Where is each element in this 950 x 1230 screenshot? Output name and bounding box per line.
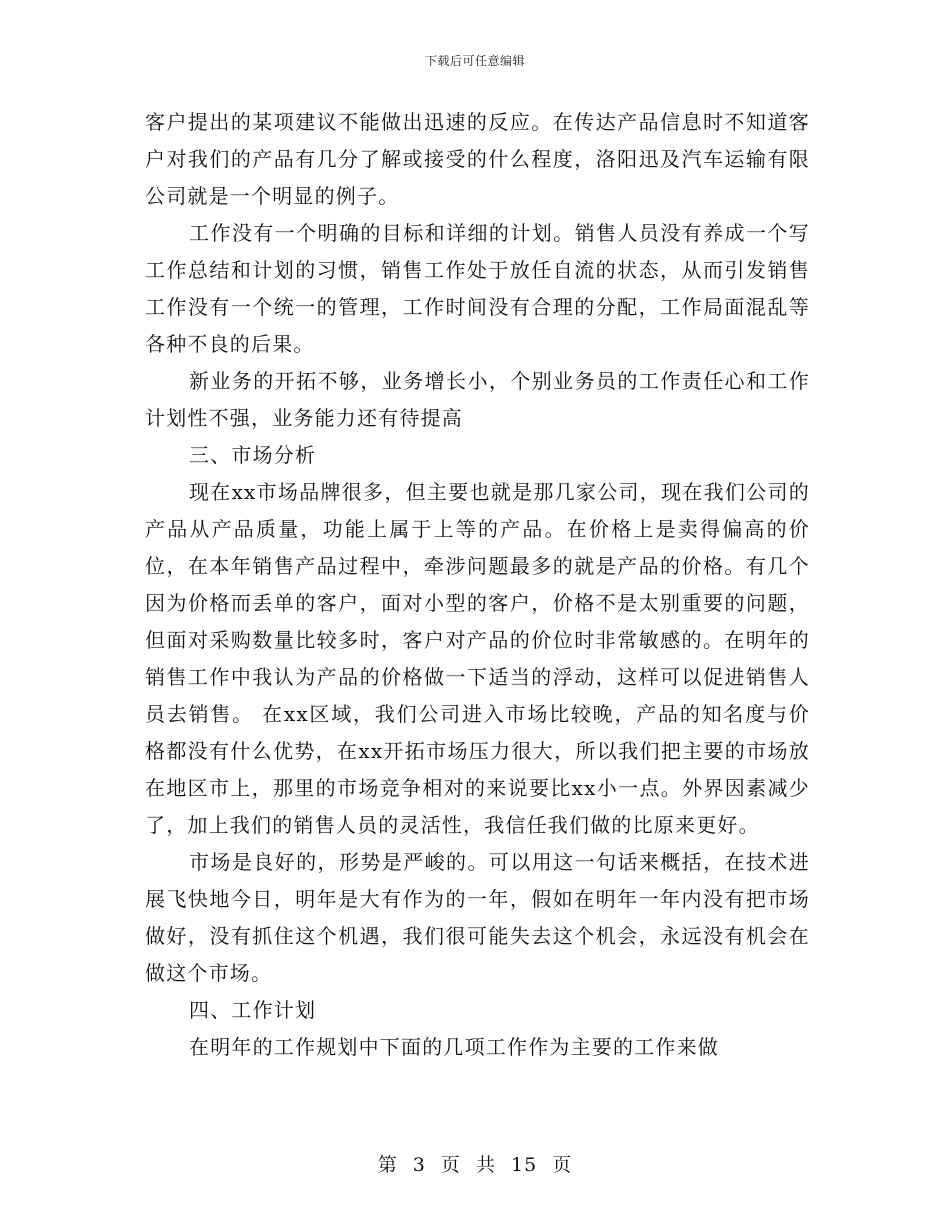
footer-current-page: 3	[412, 1154, 426, 1176]
page-footer	[0, 1150, 950, 1177]
paragraph-market-brands: 现在xx市场品牌很多，但主要也就是那几家公司，现在我们公司的产品从产品质量，功能上属于上等的产品。在价格上是卖得偏高的价位，在本年销售产品过程中，牵涉问题最多的就是产品的价格。有几个因为价格而丢单的客户，面对小型的客户，价格不是太别重要的问题，但面对采购数量比较多时，客户对产品的价位时非常敏感的。在明年的销售工作中我认为产品的价格做一下适当的浮动，这样可以促进销售人员去销售。 在xx区域，我们公司进入市场比较晚，产品的知名度与价格都没有什么优势，在xx开拓市场压力很大，所以我们把主要的市场放在地区市上，那里的市场竞争相对的来说要比xx小一点。外界因素减少了，加上我们的销售人员的灵活性，我信任我们做的比原来更好。	[145, 480, 810, 837]
paragraph-new-business: 新业务的开拓不够，业务增长小，个别业务员的工作责任心和工作计划性不强，业务能力还有待提高	[145, 369, 810, 430]
paragraph-customer-feedback: 客户提出的某项建议不能做出迅速的反应。在传达产品信息时不知道客户对我们的产品有几分了解或接受的什么程度，洛阳迅及汽车运输有限公司就是一个明显的例子。	[145, 110, 810, 208]
footer-total-pages: 15	[511, 1154, 538, 1176]
paragraph-market-outlook: 市场是良好的，形势是严峻的。可以用这一句话来概括，在技术进展飞快地今日，明年是大有作为的一年，假如在明年一年内没有把市场做好，没有抓住这个机遇，我们很可能失去这个机会，永远没有机会在做这个市场。	[145, 850, 810, 985]
section-heading-work-plan: 四、工作计划	[189, 998, 317, 1022]
footer-prefix: 第	[377, 1154, 398, 1176]
document-body	[145, 104, 810, 1066]
page-header: 下载后可任意编辑	[424, 54, 525, 68]
section-heading-market-analysis: 三、市场分析	[189, 443, 317, 467]
footer-suffix: 页	[552, 1154, 573, 1176]
footer-total-word: 共	[475, 1154, 496, 1176]
paragraph-work-plan-intro: 在明年的工作规划中下面的几项工作作为主要的工作来做	[189, 1035, 719, 1059]
paragraph-no-plan: 工作没有一个明确的目标和详细的计划。销售人员没有养成一个写工作总结和计划的习惯，销售工作处于放任自流的状态，从而引发销售工作没有一个统一的管理，工作时间没有合理的分配，工作局面混乱等各种不良的后果。	[145, 221, 810, 356]
footer-page-word: 页	[440, 1154, 461, 1176]
